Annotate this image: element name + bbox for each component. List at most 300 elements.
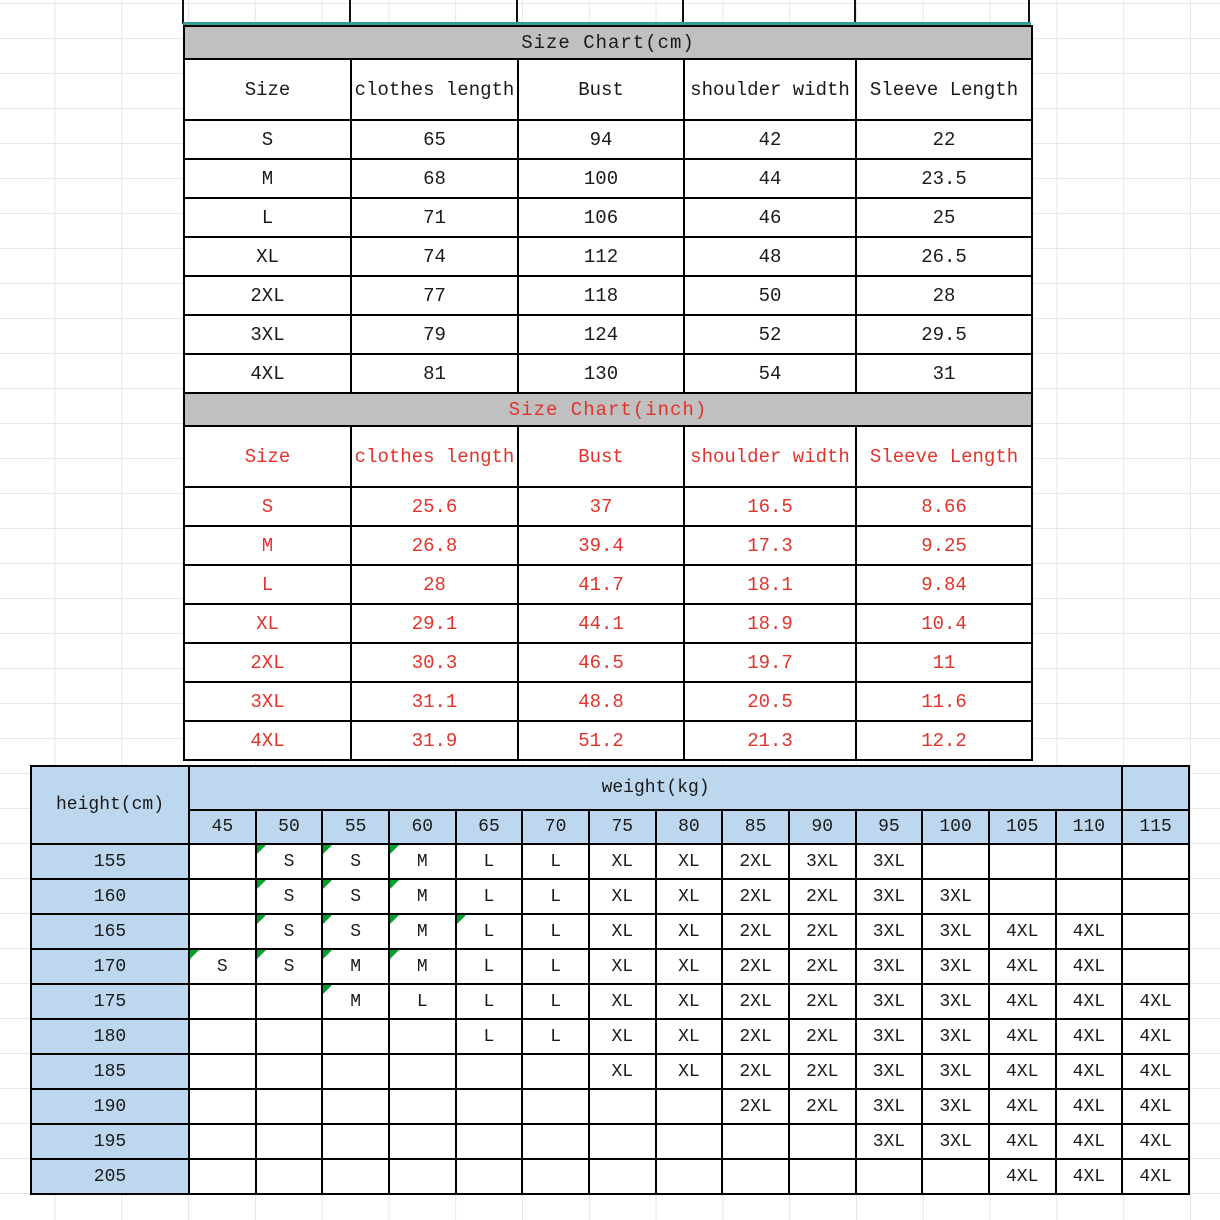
size-label-cell: XL bbox=[184, 237, 351, 276]
size-recommendation-cell: S bbox=[322, 879, 389, 914]
column-header: shoulder width bbox=[684, 59, 856, 120]
size-recommendation-cell: 3XL bbox=[856, 914, 923, 949]
size-label-cell: S bbox=[184, 120, 351, 159]
size-recommendation-cell: 3XL bbox=[856, 879, 923, 914]
measurement-value-cell: 31.9 bbox=[351, 721, 518, 760]
weight-value-header: 110 bbox=[1056, 810, 1123, 844]
size-recommendation-cell: XL bbox=[589, 984, 656, 1019]
table-row bbox=[31, 1159, 1189, 1194]
size-recommendation-cell bbox=[589, 1159, 656, 1194]
size-recommendation-cell: 2XL bbox=[722, 914, 789, 949]
size-recommendation-cell: XL bbox=[589, 1054, 656, 1089]
size-recommendation-cell bbox=[389, 1124, 456, 1159]
size-chart-inch-table bbox=[183, 392, 1033, 761]
column-header: clothes length bbox=[351, 59, 518, 120]
size-recommendation-cell: 4XL bbox=[989, 949, 1056, 984]
measurement-value-cell: 50 bbox=[684, 276, 856, 315]
corner-flag-icon bbox=[323, 985, 332, 994]
size-recommendation-cell: XL bbox=[656, 914, 723, 949]
table-row bbox=[184, 276, 1032, 315]
weight-value-header: 50 bbox=[256, 810, 323, 844]
measurement-value-cell: 74 bbox=[351, 237, 518, 276]
size-recommendation-cell: XL bbox=[656, 1054, 723, 1089]
measurement-value-cell: 94 bbox=[518, 120, 684, 159]
size-recommendation-cell bbox=[1122, 914, 1189, 949]
size-label-cell: XL bbox=[184, 604, 351, 643]
corner-flag-icon bbox=[390, 845, 399, 854]
size-recommendation-cell bbox=[389, 1019, 456, 1054]
height-weight-matrix-table bbox=[30, 765, 1190, 1195]
size-recommendation-cell bbox=[856, 1159, 923, 1194]
gridline-tick bbox=[182, 0, 184, 24]
corner-flag-icon bbox=[190, 950, 199, 959]
size-recommendation-cell: XL bbox=[656, 879, 723, 914]
size-chart-inch-title: Size Chart(inch) bbox=[184, 393, 1032, 426]
size-recommendation-cell: M bbox=[322, 984, 389, 1019]
height-value-cell: 155 bbox=[31, 844, 189, 879]
size-label-cell: M bbox=[184, 526, 351, 565]
size-recommendation-cell: L bbox=[522, 879, 589, 914]
size-recommendation-cell bbox=[656, 1124, 723, 1159]
measurement-value-cell: 30.3 bbox=[351, 643, 518, 682]
corner-flag-icon bbox=[323, 950, 332, 959]
size-recommendation-cell: L bbox=[456, 984, 523, 1019]
corner-flag-icon bbox=[323, 845, 332, 854]
size-label-cell: 3XL bbox=[184, 682, 351, 721]
size-recommendation-cell: 3XL bbox=[922, 914, 989, 949]
table-row bbox=[31, 949, 1189, 984]
corner-flag-icon bbox=[257, 915, 266, 924]
measurement-value-cell: 17.3 bbox=[684, 526, 856, 565]
height-value-cell: 165 bbox=[31, 914, 189, 949]
size-recommendation-cell: 4XL bbox=[1122, 1124, 1189, 1159]
size-recommendation-cell: 3XL bbox=[856, 1019, 923, 1054]
table-row bbox=[184, 237, 1032, 276]
size-recommendation-cell: 2XL bbox=[789, 914, 856, 949]
measurement-value-cell: 31.1 bbox=[351, 682, 518, 721]
table-row bbox=[31, 1019, 1189, 1054]
size-label-cell: L bbox=[184, 198, 351, 237]
size-recommendation-cell bbox=[522, 1089, 589, 1124]
table-row bbox=[184, 526, 1032, 565]
size-recommendation-cell bbox=[189, 1159, 256, 1194]
measurement-value-cell: 16.5 bbox=[684, 487, 856, 526]
measurement-value-cell: 21.3 bbox=[684, 721, 856, 760]
measurement-value-cell: 130 bbox=[518, 354, 684, 393]
weight-value-header: 85 bbox=[722, 810, 789, 844]
table-row bbox=[184, 604, 1032, 643]
size-recommendation-cell bbox=[322, 1159, 389, 1194]
size-recommendation-cell bbox=[456, 1054, 523, 1089]
size-recommendation-cell: 4XL bbox=[989, 1159, 1056, 1194]
size-recommendation-cell: 3XL bbox=[856, 1124, 923, 1159]
size-recommendation-cell: 3XL bbox=[856, 1089, 923, 1124]
size-recommendation-cell: 3XL bbox=[856, 949, 923, 984]
gridline-tick bbox=[682, 0, 684, 24]
size-recommendation-cell bbox=[722, 1159, 789, 1194]
size-recommendation-cell: 2XL bbox=[789, 1089, 856, 1124]
size-recommendation-cell: 2XL bbox=[722, 984, 789, 1019]
height-value-cell: 205 bbox=[31, 1159, 189, 1194]
size-label-cell: 2XL bbox=[184, 276, 351, 315]
size-recommendation-cell: 4XL bbox=[989, 914, 1056, 949]
size-recommendation-cell: 3XL bbox=[789, 844, 856, 879]
size-recommendation-cell: 4XL bbox=[989, 1124, 1056, 1159]
size-recommendation-cell: M bbox=[389, 914, 456, 949]
size-recommendation-cell: 2XL bbox=[789, 949, 856, 984]
table-row bbox=[31, 844, 1189, 879]
measurement-value-cell: 48.8 bbox=[518, 682, 684, 721]
size-recommendation-cell bbox=[789, 1159, 856, 1194]
height-value-cell: 170 bbox=[31, 949, 189, 984]
column-header: clothes length bbox=[351, 426, 518, 487]
size-recommendation-cell: XL bbox=[589, 949, 656, 984]
corner-flag-icon bbox=[390, 880, 399, 889]
measurement-value-cell: 106 bbox=[518, 198, 684, 237]
size-recommendation-cell: 4XL bbox=[1056, 1019, 1123, 1054]
measurement-value-cell: 18.9 bbox=[684, 604, 856, 643]
measurement-value-cell: 31 bbox=[856, 354, 1032, 393]
size-recommendation-cell: 2XL bbox=[722, 1019, 789, 1054]
size-recommendation-cell bbox=[1122, 879, 1189, 914]
size-recommendation-cell: 2XL bbox=[789, 1054, 856, 1089]
size-label-cell: 4XL bbox=[184, 721, 351, 760]
table-row bbox=[31, 1054, 1189, 1089]
size-recommendation-cell: 4XL bbox=[1056, 1159, 1123, 1194]
measurement-value-cell: 41.7 bbox=[518, 565, 684, 604]
size-recommendation-cell: 3XL bbox=[922, 879, 989, 914]
measurement-value-cell: 26.8 bbox=[351, 526, 518, 565]
size-recommendation-cell: L bbox=[456, 1019, 523, 1054]
measurement-value-cell: 54 bbox=[684, 354, 856, 393]
size-recommendation-cell: 2XL bbox=[722, 949, 789, 984]
size-recommendation-cell: S bbox=[256, 914, 323, 949]
measurement-value-cell: 11 bbox=[856, 643, 1032, 682]
size-chart-cm-section bbox=[183, 22, 1031, 394]
column-header: Sleeve Length bbox=[856, 59, 1032, 120]
size-recommendation-cell: L bbox=[522, 1019, 589, 1054]
table-row bbox=[31, 1089, 1189, 1124]
size-recommendation-cell bbox=[1122, 844, 1189, 879]
column-header: Size bbox=[184, 426, 351, 487]
size-recommendation-cell: 2XL bbox=[722, 879, 789, 914]
size-recommendation-cell bbox=[989, 844, 1056, 879]
measurement-value-cell: 29.1 bbox=[351, 604, 518, 643]
table-row bbox=[184, 565, 1032, 604]
size-recommendation-cell bbox=[189, 1019, 256, 1054]
table-row bbox=[184, 315, 1032, 354]
size-recommendation-cell bbox=[389, 1054, 456, 1089]
size-recommendation-cell: 3XL bbox=[922, 949, 989, 984]
size-chart-cm-table bbox=[183, 25, 1033, 394]
measurement-value-cell: 44.1 bbox=[518, 604, 684, 643]
size-label-cell: 4XL bbox=[184, 354, 351, 393]
size-recommendation-cell: XL bbox=[589, 1019, 656, 1054]
size-recommendation-cell bbox=[189, 879, 256, 914]
size-recommendation-cell bbox=[589, 1124, 656, 1159]
size-recommendation-cell: L bbox=[456, 844, 523, 879]
size-recommendation-cell: 3XL bbox=[922, 1124, 989, 1159]
weight-axis-header: weight(kg) bbox=[189, 766, 1122, 810]
size-recommendation-cell: L bbox=[522, 844, 589, 879]
measurement-value-cell: 25 bbox=[856, 198, 1032, 237]
size-recommendation-cell bbox=[189, 984, 256, 1019]
size-recommendation-cell: XL bbox=[656, 949, 723, 984]
table-row bbox=[184, 487, 1032, 526]
size-recommendation-cell: 3XL bbox=[922, 1054, 989, 1089]
measurement-value-cell: 10.4 bbox=[856, 604, 1032, 643]
size-recommendation-cell: L bbox=[522, 949, 589, 984]
table-row bbox=[184, 159, 1032, 198]
height-weight-matrix-section bbox=[30, 765, 1190, 1195]
height-value-cell: 190 bbox=[31, 1089, 189, 1124]
measurement-value-cell: 25.6 bbox=[351, 487, 518, 526]
column-header: Size bbox=[184, 59, 351, 120]
size-label-cell: M bbox=[184, 159, 351, 198]
size-recommendation-cell: 4XL bbox=[1056, 914, 1123, 949]
size-recommendation-cell: 4XL bbox=[1122, 1159, 1189, 1194]
measurement-value-cell: 71 bbox=[351, 198, 518, 237]
corner-flag-icon bbox=[257, 845, 266, 854]
height-axis-header: height(cm) bbox=[31, 766, 189, 844]
size-recommendation-cell: M bbox=[389, 844, 456, 879]
corner-flag-icon bbox=[257, 880, 266, 889]
size-chart-inch-section bbox=[183, 392, 1031, 761]
size-recommendation-cell bbox=[456, 1089, 523, 1124]
size-recommendation-cell: 2XL bbox=[789, 984, 856, 1019]
size-recommendation-cell bbox=[456, 1124, 523, 1159]
size-recommendation-cell bbox=[789, 1124, 856, 1159]
size-recommendation-cell bbox=[189, 1054, 256, 1089]
size-recommendation-cell: 2XL bbox=[722, 1089, 789, 1124]
size-recommendation-cell bbox=[389, 1159, 456, 1194]
size-label-cell: L bbox=[184, 565, 351, 604]
weight-value-header: 105 bbox=[989, 810, 1056, 844]
size-recommendation-cell bbox=[256, 1159, 323, 1194]
table-row bbox=[31, 879, 1189, 914]
measurement-value-cell: 118 bbox=[518, 276, 684, 315]
measurement-value-cell: 112 bbox=[518, 237, 684, 276]
size-recommendation-cell bbox=[989, 879, 1056, 914]
measurement-value-cell: 23.5 bbox=[856, 159, 1032, 198]
size-recommendation-cell: M bbox=[389, 949, 456, 984]
measurement-value-cell: 18.1 bbox=[684, 565, 856, 604]
size-recommendation-cell: 4XL bbox=[989, 1054, 1056, 1089]
size-recommendation-cell: 4XL bbox=[1056, 1089, 1123, 1124]
size-recommendation-cell: L bbox=[522, 914, 589, 949]
size-recommendation-cell: 3XL bbox=[922, 1089, 989, 1124]
corner-flag-icon bbox=[323, 880, 332, 889]
table-row bbox=[184, 354, 1032, 393]
size-recommendation-cell: L bbox=[389, 984, 456, 1019]
measurement-value-cell: 9.84 bbox=[856, 565, 1032, 604]
size-recommendation-cell: XL bbox=[589, 879, 656, 914]
size-label-cell: S bbox=[184, 487, 351, 526]
size-recommendation-cell bbox=[189, 844, 256, 879]
corner-flag-icon bbox=[457, 915, 466, 924]
size-recommendation-cell bbox=[922, 1159, 989, 1194]
size-recommendation-cell: 3XL bbox=[856, 1054, 923, 1089]
measurement-value-cell: 29.5 bbox=[856, 315, 1032, 354]
size-recommendation-cell: M bbox=[389, 879, 456, 914]
measurement-value-cell: 46.5 bbox=[518, 643, 684, 682]
corner-flag-icon bbox=[390, 915, 399, 924]
measurement-value-cell: 19.7 bbox=[684, 643, 856, 682]
size-recommendation-cell: 2XL bbox=[722, 844, 789, 879]
size-recommendation-cell bbox=[1122, 949, 1189, 984]
size-recommendation-cell: L bbox=[456, 879, 523, 914]
size-recommendation-cell: 4XL bbox=[989, 1089, 1056, 1124]
size-recommendation-cell bbox=[389, 1089, 456, 1124]
size-recommendation-cell: XL bbox=[656, 1019, 723, 1054]
measurement-value-cell: 79 bbox=[351, 315, 518, 354]
size-recommendation-cell: 4XL bbox=[1122, 1019, 1189, 1054]
size-recommendation-cell: 3XL bbox=[922, 1019, 989, 1054]
height-value-cell: 175 bbox=[31, 984, 189, 1019]
size-recommendation-cell: XL bbox=[656, 984, 723, 1019]
size-recommendation-cell: S bbox=[189, 949, 256, 984]
table-row bbox=[31, 984, 1189, 1019]
size-recommendation-cell: S bbox=[322, 844, 389, 879]
size-label-cell: 3XL bbox=[184, 315, 351, 354]
measurement-value-cell: 9.25 bbox=[856, 526, 1032, 565]
size-recommendation-cell bbox=[656, 1089, 723, 1124]
size-recommendation-cell: 3XL bbox=[856, 844, 923, 879]
size-chart-cm-title: Size Chart(cm) bbox=[184, 26, 1032, 59]
size-recommendation-cell bbox=[522, 1124, 589, 1159]
column-header: Bust bbox=[518, 426, 684, 487]
gridline-tick bbox=[1028, 0, 1030, 24]
size-recommendation-cell bbox=[522, 1159, 589, 1194]
measurement-value-cell: 8.66 bbox=[856, 487, 1032, 526]
size-recommendation-cell bbox=[322, 1019, 389, 1054]
size-recommendation-cell bbox=[589, 1089, 656, 1124]
measurement-value-cell: 11.6 bbox=[856, 682, 1032, 721]
size-recommendation-cell: 4XL bbox=[1122, 1089, 1189, 1124]
size-recommendation-cell: 2XL bbox=[722, 1054, 789, 1089]
size-recommendation-cell bbox=[256, 1054, 323, 1089]
measurement-value-cell: 77 bbox=[351, 276, 518, 315]
weight-value-header: 55 bbox=[322, 810, 389, 844]
size-recommendation-cell bbox=[322, 1089, 389, 1124]
size-recommendation-cell bbox=[256, 1019, 323, 1054]
measurement-value-cell: 52 bbox=[684, 315, 856, 354]
size-recommendation-cell: S bbox=[256, 949, 323, 984]
measurement-value-cell: 65 bbox=[351, 120, 518, 159]
column-header: Sleeve Length bbox=[856, 426, 1032, 487]
size-recommendation-cell: 4XL bbox=[989, 1019, 1056, 1054]
size-label-cell: 2XL bbox=[184, 643, 351, 682]
measurement-value-cell: 39.4 bbox=[518, 526, 684, 565]
measurement-value-cell: 124 bbox=[518, 315, 684, 354]
size-recommendation-cell bbox=[256, 984, 323, 1019]
size-recommendation-cell: 4XL bbox=[989, 984, 1056, 1019]
size-recommendation-cell: L bbox=[522, 984, 589, 1019]
size-recommendation-cell: L bbox=[456, 949, 523, 984]
size-recommendation-cell: S bbox=[256, 844, 323, 879]
size-recommendation-cell bbox=[922, 844, 989, 879]
table-row bbox=[184, 682, 1032, 721]
weight-value-header: 45 bbox=[189, 810, 256, 844]
size-recommendation-cell: M bbox=[322, 949, 389, 984]
size-recommendation-cell bbox=[1056, 879, 1123, 914]
size-recommendation-cell bbox=[456, 1159, 523, 1194]
corner-flag-icon bbox=[257, 950, 266, 959]
size-recommendation-cell: 4XL bbox=[1056, 949, 1123, 984]
size-recommendation-cell: 4XL bbox=[1056, 1124, 1123, 1159]
measurement-value-cell: 44 bbox=[684, 159, 856, 198]
column-header: shoulder width bbox=[684, 426, 856, 487]
height-value-cell: 160 bbox=[31, 879, 189, 914]
corner-flag-icon bbox=[323, 915, 332, 924]
table-row bbox=[184, 643, 1032, 682]
table-row bbox=[31, 914, 1189, 949]
measurement-value-cell: 26.5 bbox=[856, 237, 1032, 276]
weight-value-header: 75 bbox=[589, 810, 656, 844]
measurement-value-cell: 100 bbox=[518, 159, 684, 198]
gridline-tick bbox=[349, 0, 351, 24]
size-recommendation-cell: 4XL bbox=[1122, 984, 1189, 1019]
measurement-value-cell: 81 bbox=[351, 354, 518, 393]
size-recommendation-cell bbox=[1056, 844, 1123, 879]
size-recommendation-cell bbox=[322, 1054, 389, 1089]
measurement-value-cell: 48 bbox=[684, 237, 856, 276]
size-recommendation-cell: 2XL bbox=[789, 1019, 856, 1054]
table-row bbox=[184, 198, 1032, 237]
measurement-value-cell: 20.5 bbox=[684, 682, 856, 721]
measurement-value-cell: 46 bbox=[684, 198, 856, 237]
weight-value-header: 65 bbox=[456, 810, 523, 844]
size-recommendation-cell: S bbox=[256, 879, 323, 914]
size-recommendation-cell bbox=[522, 1054, 589, 1089]
measurement-value-cell: 12.2 bbox=[856, 721, 1032, 760]
size-recommendation-cell bbox=[256, 1089, 323, 1124]
size-recommendation-cell: S bbox=[322, 914, 389, 949]
size-recommendation-cell bbox=[189, 1124, 256, 1159]
height-value-cell: 195 bbox=[31, 1124, 189, 1159]
weight-value-header: 60 bbox=[389, 810, 456, 844]
gridline-tick bbox=[854, 0, 856, 24]
measurement-value-cell: 68 bbox=[351, 159, 518, 198]
size-recommendation-cell bbox=[656, 1159, 723, 1194]
size-recommendation-cell bbox=[256, 1124, 323, 1159]
size-recommendation-cell: XL bbox=[589, 844, 656, 879]
column-header: Bust bbox=[518, 59, 684, 120]
measurement-value-cell: 28 bbox=[856, 276, 1032, 315]
measurement-value-cell: 28 bbox=[351, 565, 518, 604]
corner-flag-icon bbox=[390, 950, 399, 959]
size-recommendation-cell: 4XL bbox=[1056, 984, 1123, 1019]
measurement-value-cell: 37 bbox=[518, 487, 684, 526]
size-recommendation-cell bbox=[722, 1124, 789, 1159]
table-row bbox=[184, 721, 1032, 760]
size-recommendation-cell: 4XL bbox=[1122, 1054, 1189, 1089]
weight-value-header: 80 bbox=[656, 810, 723, 844]
size-recommendation-cell bbox=[189, 1089, 256, 1124]
weight-value-header: 115 bbox=[1122, 810, 1189, 844]
height-value-cell: 180 bbox=[31, 1019, 189, 1054]
weight-value-header: 95 bbox=[856, 810, 923, 844]
size-recommendation-cell: 4XL bbox=[1056, 1054, 1123, 1089]
size-recommendation-cell bbox=[189, 914, 256, 949]
height-value-cell: 185 bbox=[31, 1054, 189, 1089]
weight-value-header: 90 bbox=[789, 810, 856, 844]
size-recommendation-cell: 2XL bbox=[789, 879, 856, 914]
empty-header-cell bbox=[1122, 766, 1189, 810]
size-recommendation-cell: L bbox=[456, 914, 523, 949]
size-recommendation-cell: XL bbox=[589, 914, 656, 949]
size-recommendation-cell: 3XL bbox=[922, 984, 989, 1019]
